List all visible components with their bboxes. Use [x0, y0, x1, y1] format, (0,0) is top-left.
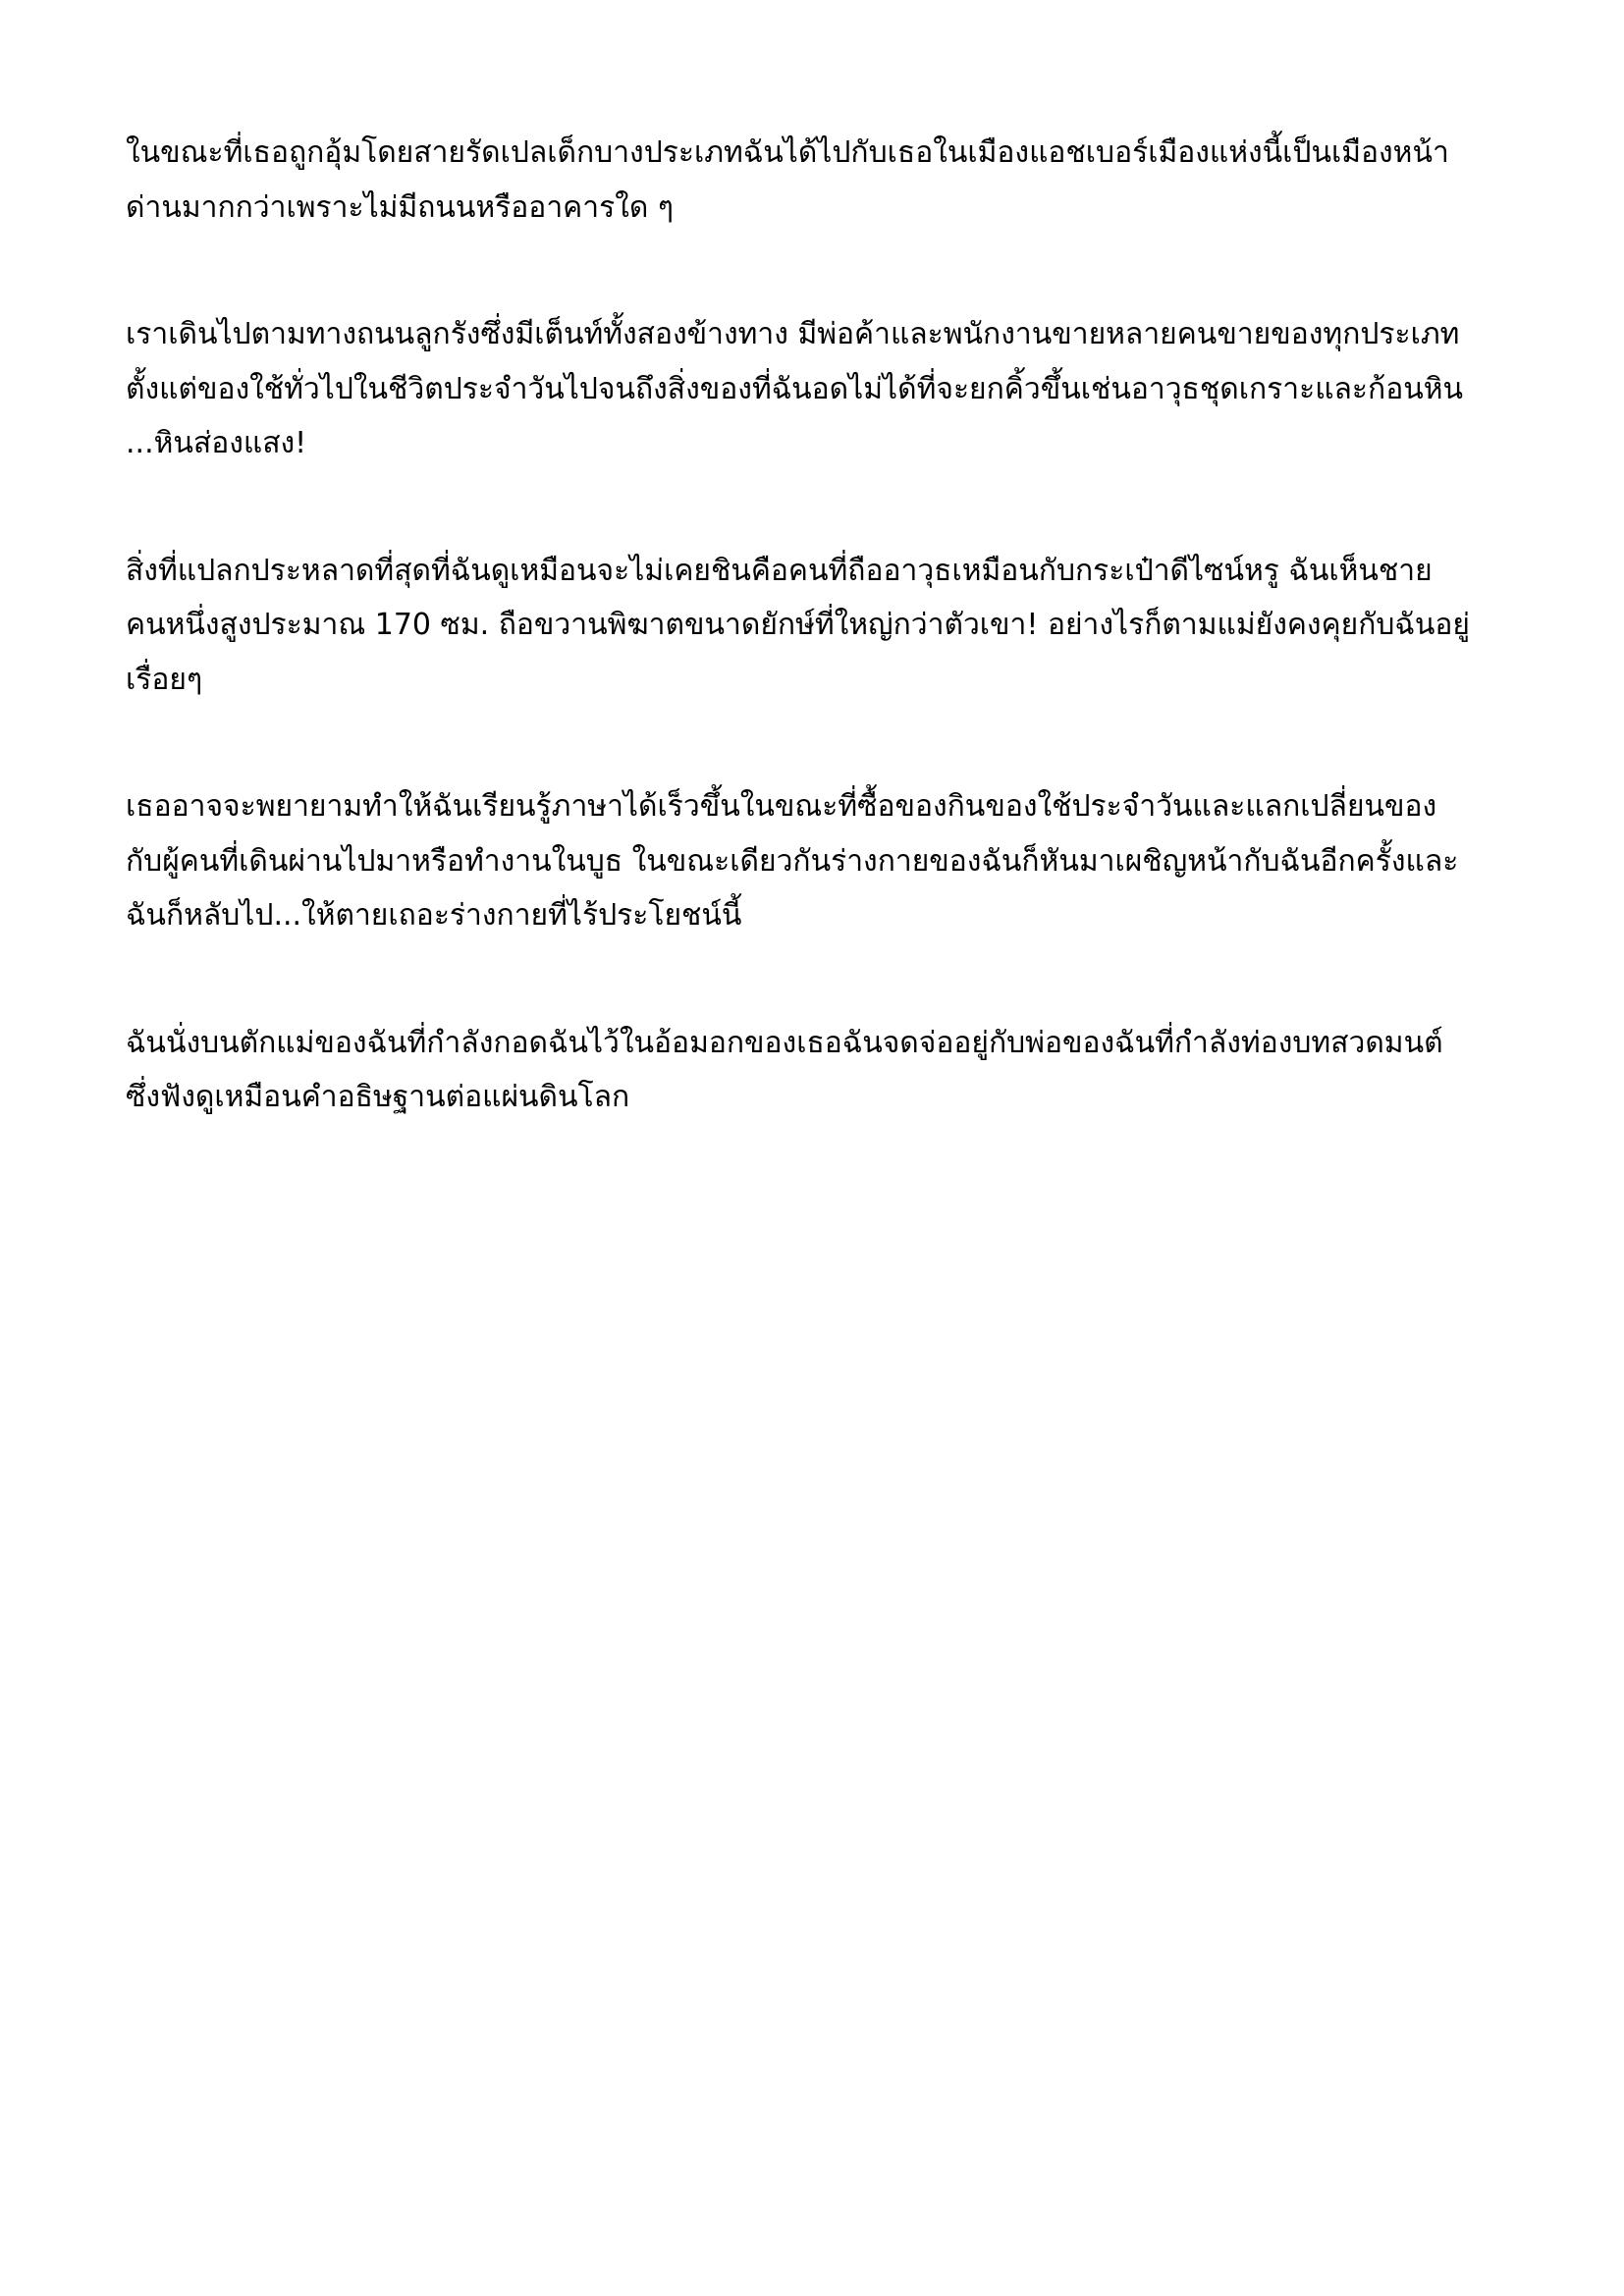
paragraph-2: เราเดินไปตามทางถนนลูกรังซึ่งมีเต็นท์ทั้งสองข้างทาง มีพ่อค้าและพนักงานขายหลายคนขายของทุกประเภทตั้งแต่ของใช้ทั่วไปในชีวิตประจำวันไปจนถึงสิ่งของที่ฉันอดไม่ได้ที่จะยกคิ้วขึ้นเช่นอาวุธชุดเกราะและก้อนหิน ...หินส่องแสง!: [126, 317, 1473, 460]
paragraph-4: เธออาจจะพยายามทำให้ฉันเรียนรู้ภาษาได้เร็วขึ้นในขณะที่ซื้อของกินของใช้ประจำวันและแลกเปลี่ยนของกับผู้คนที่เดินผ่านไปมาหรือทำงานในบูธ ในขณะเดียวกันร่างกายของฉันก็หันมาเผชิญหน้ากับฉันอีกครั้งและฉันก็หลับไป...ให้ตายเถอะร่างกายที่ไร้ประโยชน์นี้: [126, 789, 1459, 933]
document-body: [126, 126, 1471, 1125]
paragraph-1: ในขณะที่เธอถูกอุ้มโดยสายรัดเปลเด็กบางประเภทฉันได้ไปกับเธอในเมืองแอชเบอร์เมืองแห่งนี้เป็นเมืองหน้าด่านมากกว่าเพราะไม่มีถนนหรืออาคารใด ๆ: [126, 135, 1449, 225]
paragraph-3: สิ่งที่แปลกประหลาดที่สุดที่ฉันดูเหมือนจะไม่เคยชินคือคนที่ถืออาวุธเหมือนกับกระเป๋าดีไซน์หรู ฉันเห็นชายคนหนึ่งสูงประมาณ 170 ซม. ถือขวานพิฆาตขนาดยักษ์ที่ใหญ่กว่าตัวเขา! อย่างไรก็ตามแม่ยังคงคุยกับฉันอยู่เรื่อยๆ: [126, 553, 1470, 697]
paragraph-5: ฉันนั่งบนตักแม่ของฉันที่กำลังกอดฉันไว้ในอ้อมอกของเธอฉันจดจ่ออยู่กับพ่อของฉันที่กำลังท่องบทสวดมนต์ซึ่งฟังดูเหมือนคำอธิษฐานต่อแผ่นดินโลก: [126, 1025, 1443, 1114]
